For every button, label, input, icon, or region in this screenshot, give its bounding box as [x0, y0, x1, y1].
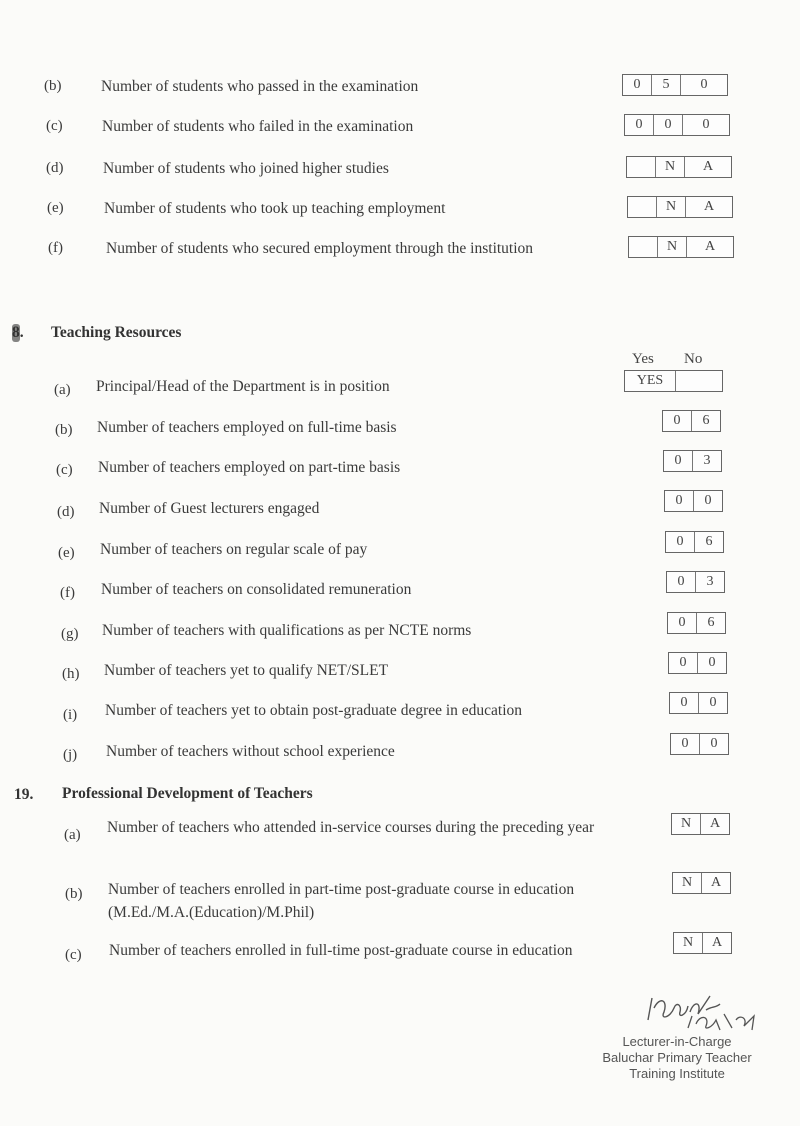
value-cell: N: [672, 814, 701, 834]
value-cell: N: [674, 933, 703, 953]
item-text: Number of students who passed in the examination: [101, 78, 419, 95]
item-text: Number of teachers who attended in-service courses during the preceding year: [107, 819, 595, 836]
value-cell: 3: [703, 453, 711, 468]
yes-cell: YES: [625, 371, 676, 391]
section-title: Teaching Resources: [51, 324, 182, 341]
item-row: [0, 74, 800, 100]
item-text: Number of teachers employed on full-time basis: [97, 419, 397, 436]
value-boxes: [627, 196, 733, 218]
value-cell: A: [709, 816, 721, 831]
value-cell: [629, 237, 658, 257]
value-cell: 6: [702, 413, 710, 428]
value-boxes: [628, 236, 734, 258]
value-cell: 6: [707, 615, 715, 630]
value-cell: N: [673, 873, 702, 893]
value-boxes: [626, 156, 732, 178]
item-text: Number of students who took up teaching employment: [104, 200, 446, 217]
item-label: (f): [60, 585, 75, 601]
item-label: (e): [58, 545, 75, 561]
item-label: (a): [64, 827, 81, 843]
value-cell: 0: [702, 117, 710, 132]
item-text: Number of students who failed in the examination: [102, 118, 414, 135]
item-label: (g): [61, 626, 79, 642]
section-number: 8.: [12, 324, 24, 341]
value-cell: 0: [654, 115, 683, 135]
value-cell: 0: [671, 734, 700, 754]
value-cell: 6: [705, 534, 713, 549]
no-cell: [676, 371, 722, 391]
value-cell: 0: [667, 572, 696, 592]
item-row: [0, 652, 800, 682]
item-text: Number of teachers on consolidated remuneration: [101, 581, 412, 598]
value-cell: 5: [652, 75, 681, 95]
section-number: 19.: [14, 786, 34, 803]
yes-no-boxes: [624, 370, 723, 392]
item-row: [0, 156, 800, 182]
item-label: (a): [54, 382, 71, 398]
value-cell: 0: [700, 77, 708, 92]
signature-block: [592, 1034, 762, 1082]
item-row: [0, 571, 800, 601]
value-cell: 0: [666, 532, 695, 552]
item-text: Number of teachers on regular scale of pay: [100, 541, 368, 558]
value-cell: A: [710, 875, 722, 890]
item-label: (d): [46, 160, 64, 176]
item-text: Number of Guest lecturers engaged: [99, 500, 320, 517]
value-boxes: [672, 872, 731, 894]
value-cell: N: [656, 157, 685, 177]
value-cell: [628, 197, 657, 217]
no-header: No: [684, 351, 703, 367]
item-row: [0, 692, 800, 723]
item-text: Number of teachers yet to qualify NET/SLET: [104, 662, 389, 679]
item-label: (b): [65, 886, 83, 902]
value-cell: 3: [706, 574, 714, 589]
item-text: Principal/Head of the Department is in position: [96, 378, 390, 395]
item-label: (c): [65, 947, 82, 963]
value-boxes: [669, 692, 728, 714]
value-boxes: [668, 652, 727, 674]
item-label: (h): [62, 666, 80, 682]
value-boxes: [665, 531, 724, 553]
item-subtext: (M.Ed./M.A.(Education)/M.Phil): [108, 904, 315, 921]
item-row: [0, 531, 800, 561]
value-boxes: [622, 74, 728, 96]
item-row: [0, 450, 800, 476]
value-cell: A: [704, 239, 716, 254]
value-cell: 0: [669, 653, 698, 673]
value-boxes: [670, 733, 729, 755]
item-row: [0, 196, 800, 222]
item-text: Number of teachers employed on part-time basis: [98, 459, 401, 476]
item-row: [0, 236, 800, 262]
value-cell: A: [703, 199, 715, 214]
value-cell: A: [711, 935, 723, 950]
value-boxes: [671, 813, 730, 835]
value-cell: 0: [704, 493, 712, 508]
signature-institute-line: Baluchar Primary Teacher: [602, 1050, 752, 1065]
value-cell: N: [658, 237, 687, 257]
item-row: [0, 872, 800, 921]
item-row: [0, 612, 800, 642]
value-cell: 0: [664, 451, 693, 471]
item-row: [0, 114, 800, 140]
value-cell: 0: [709, 695, 717, 710]
value-cell: A: [702, 159, 714, 174]
item-row: [0, 733, 800, 763]
value-cell: N: [657, 197, 686, 217]
item-label: (b): [55, 422, 73, 438]
value-cell: 0: [670, 693, 699, 713]
signature-institute-line: Training Institute: [629, 1066, 725, 1081]
item-text: Number of students who joined higher studies: [103, 160, 389, 177]
value-cell: 0: [625, 115, 654, 135]
item-text: Number of teachers with qualifications as per NCTE norms: [102, 622, 472, 639]
item-label: (j): [63, 747, 78, 763]
value-boxes: [667, 612, 726, 634]
item-label: (i): [63, 707, 78, 723]
signature-title: Lecturer-in-Charge: [622, 1034, 732, 1049]
item-label: (b): [44, 78, 62, 94]
value-boxes: [663, 450, 722, 472]
item-row: [0, 410, 800, 436]
item-label: (d): [57, 504, 75, 520]
item-row: [0, 932, 800, 963]
item-text: Number of teachers enrolled in part-time post-graduate course in education: [108, 881, 575, 898]
item-row: [0, 370, 800, 396]
value-cell: 0: [668, 613, 697, 633]
value-boxes: [662, 410, 721, 432]
item-label: (f): [48, 240, 63, 256]
item-label: (e): [47, 200, 64, 216]
item-row: [0, 490, 800, 520]
item-text: Number of teachers without school experience: [106, 743, 395, 760]
value-boxes: [624, 114, 730, 136]
value-cell: 0: [665, 491, 694, 511]
item-text: Number of students who secured employment through the institution: [106, 240, 534, 257]
value-cell: 0: [710, 736, 718, 751]
handwritten-signature: [640, 990, 770, 1035]
item-text: Number of teachers yet to obtain post-graduate degree in education: [105, 702, 523, 719]
item-text: Number of teachers enrolled in full-time post-graduate course in education: [109, 942, 573, 959]
yes-header: Yes: [632, 351, 654, 367]
item-row: [0, 813, 800, 843]
section-title: Professional Development of Teachers: [62, 785, 313, 802]
value-cell: [627, 157, 656, 177]
item-label: (c): [56, 462, 73, 478]
value-boxes: [666, 571, 725, 593]
value-cell: 0: [708, 655, 716, 670]
value-cell: 0: [663, 411, 692, 431]
value-cell: 0: [623, 75, 652, 95]
value-boxes: [664, 490, 723, 512]
value-boxes: [673, 932, 732, 954]
item-label: (c): [46, 118, 63, 134]
